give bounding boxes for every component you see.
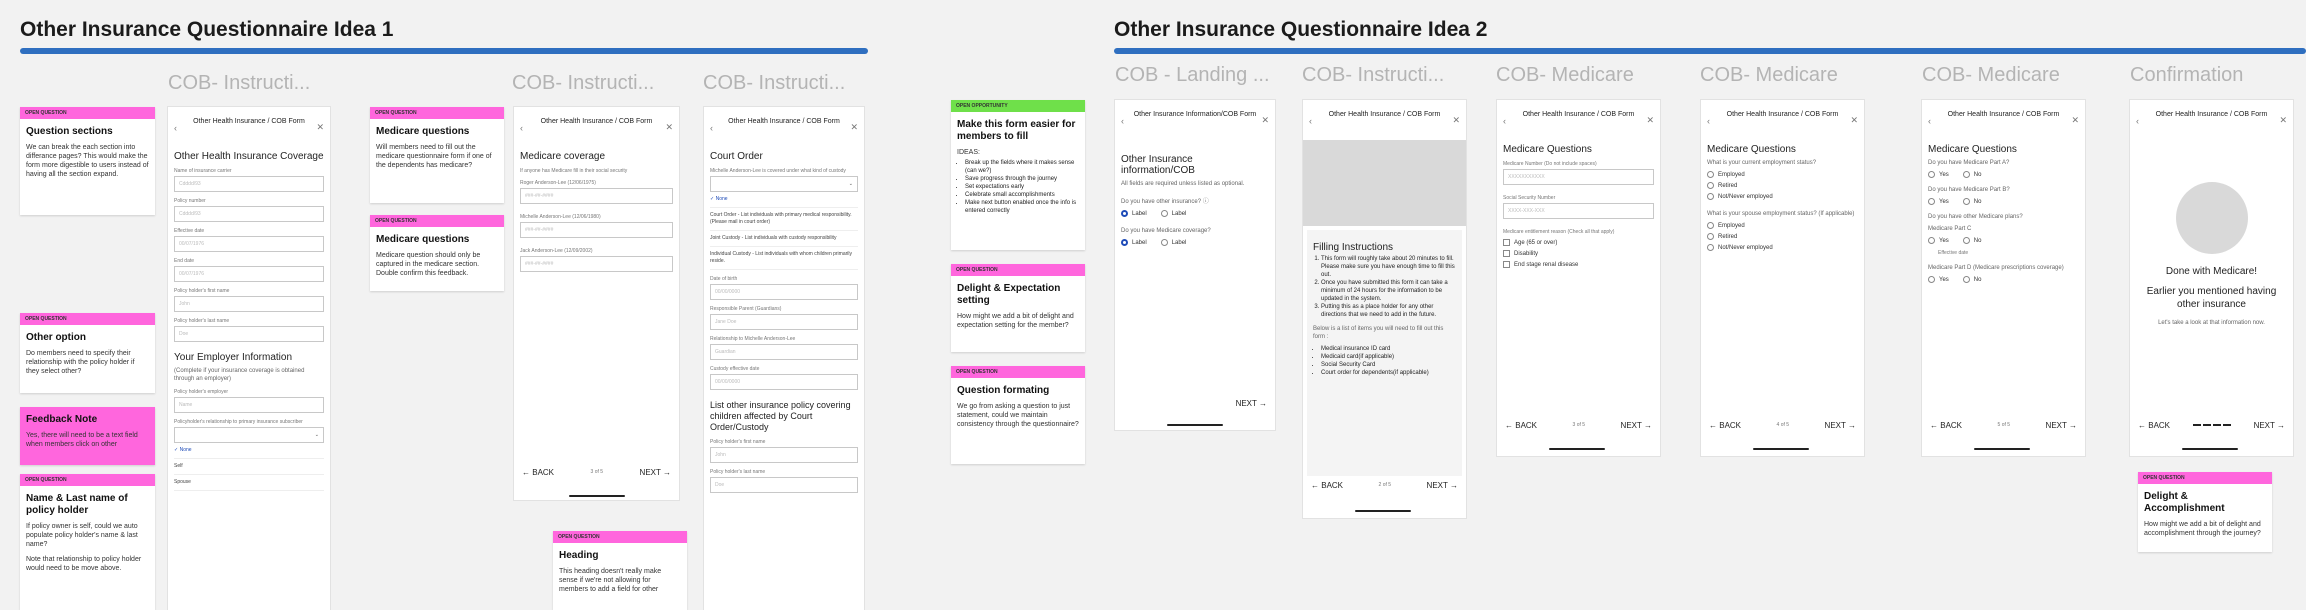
screen-title: Other Insurance information/COB [1121,154,1195,176]
radio-button[interactable] [1707,244,1714,251]
screen-medicare-numbers [1497,100,1660,456]
instruction-step: 1. This form will roughly take about 20 minutes to fill. Please make sure you have enough time to fill this out. [1321,255,1456,279]
screen-other-health-coverage [168,107,330,610]
note-body: Medicare question should only be captured in the medicare section. Double confirm this feedback. [376,252,481,277]
board2-title: Other Insurance Questionnaire Idea 2 [1114,18,1488,41]
screen-cob-landing [1115,100,1275,430]
text-input[interactable]: Guardian [710,344,858,360]
note-body: If policy owner is self, could we auto populate policy holder's name & last name? [26,523,138,548]
field-label: Policy holder's first name [174,288,230,294]
note-tag: OPEN QUESTION [2138,472,2272,484]
other-insurance-heading: Earlier you mentioned having other insurance [2146,286,2277,310]
required-item: • Medical insurance ID card [1321,345,1456,353]
relationship-option[interactable]: Spouse [174,475,324,491]
radio-label: No [1973,198,1982,205]
note-title: Other option [26,332,86,343]
radio-button[interactable] [1707,193,1714,200]
radio-label: Retired [1718,182,1738,189]
note-title: Heading [559,550,599,561]
screen-header: Other Health Insurance / COB Form [1522,111,1635,118]
back-button[interactable]: ← BACK [522,467,555,477]
note-tag: OPEN QUESTION [20,474,155,486]
radio-button[interactable] [1121,210,1128,217]
radio-label: Not/Never employed [1718,244,1773,251]
radio-button[interactable] [1161,210,1168,217]
close-icon[interactable]: ✕ [2071,115,2079,125]
field-label: Policy holder's last name [174,318,230,324]
back-button[interactable]: ← BACK [2138,420,2171,430]
page-indicator: 3 of 5 [590,469,604,475]
ssn-input[interactable]: ###-##-#### [520,222,673,238]
screen-medicare-employment [1701,100,1864,456]
note-tag: OPEN QUESTION [951,264,1085,276]
ideas-label: IDEAS: [957,149,980,156]
text-input[interactable]: 00/00/0000 [710,374,858,390]
text-input[interactable]: Cdddd/93 [174,176,324,192]
checkbox-label: End stage renal disease [1514,261,1579,268]
required-item: • Social Security Card [1321,361,1456,369]
custody-label: Michelle Anderson-Lee is covered under what kind of custody [710,168,846,174]
back-arrow-icon[interactable]: ‹ [2136,116,2139,126]
radio-label: No [1973,276,1982,283]
sticky-note [951,264,1085,352]
ssn-input[interactable]: ###-##-#### [520,188,673,204]
radio-label: Not/Never employed [1718,193,1773,200]
text-input[interactable]: 00/07/1976 [174,236,324,252]
text-input[interactable]: John [174,296,324,312]
radio-button[interactable] [1121,239,1128,246]
close-icon[interactable]: ✕ [2279,115,2287,125]
text-input[interactable]: Jane Doe [710,314,858,330]
medicare-number-input[interactable]: XXXXXXXXXXX [1503,169,1654,185]
sticky-note [370,215,504,291]
spouse-employment-question: What is your spouse employment status? (If applicable) [1707,211,1855,217]
field-label: End date [174,258,195,264]
employer-sub: (Complete if your insurance coverage is obtained through an employer) [174,368,305,382]
checkbox-label: Age (65 or over) [1514,239,1558,246]
screen-title: Medicare Questions [1707,144,1796,155]
custody-option[interactable]: Joint Custody - List individuals with custody responsibility [710,231,858,247]
sticky-note [553,531,687,610]
back-arrow-icon[interactable]: ‹ [1503,116,1506,126]
chevron-down-icon: ⌄ [314,432,319,438]
field-label: Date of birth [710,276,738,282]
person-label: Jack Anderson-Lee (12/09/2002) [520,248,593,254]
screen-medicare-coverage [514,107,679,500]
required-item: • Medicaid card(if applicable) [1321,353,1456,361]
radio-button[interactable] [1707,171,1714,178]
sticky-note [20,474,155,610]
celebration-illustration [2176,182,2248,254]
back-arrow-icon[interactable]: ‹ [1121,116,1124,126]
radio-button[interactable] [1963,237,1970,244]
screen-title: Other Health Insurance Coverage [174,151,324,162]
next-button[interactable]: NEXT → [639,467,671,477]
radio-label: Yes [1939,171,1949,178]
page-dots [2193,424,2231,426]
back-arrow-icon[interactable]: ‹ [1707,116,1710,126]
note-title: Name & Last name of policy holder [26,493,128,516]
note-body: Do members need to specify their relationship with the policy holder if they select other? [26,350,135,375]
home-indicator [1355,510,1411,512]
note-body: How might we add a bit of delight and accomplishment through the journey? [2144,521,2261,537]
checkbox-label: Disability [1514,250,1539,257]
question-medicare: Do you have Medicare coverage? [1121,228,1211,234]
note-tag: OPEN QUESTION [951,366,1085,378]
close-icon[interactable]: ✕ [1452,115,1460,125]
next-button[interactable]: NEXT → [1426,480,1458,490]
board1-rule [20,48,868,54]
radio-label: Yes [1939,276,1949,283]
close-icon[interactable]: ✕ [316,122,324,132]
field-label: Effective date [174,228,205,234]
frame-label: Confirmation [2130,64,2244,86]
note-body: We can break the each section into differance pages? This would make the form more digestible to users instead of having all the section expand. [26,144,149,178]
custody-select[interactable] [710,176,858,192]
radio-button[interactable] [1963,198,1970,205]
next-button[interactable]: NEXT → [1824,420,1856,430]
radio-label: Employed [1718,171,1745,178]
employer-input[interactable]: Name [174,397,324,413]
radio-button[interactable] [1707,233,1714,240]
note-title: Delight & Expectation setting [957,283,1061,306]
next-button[interactable]: NEXT → [2045,420,2077,430]
text-input[interactable]: John [710,447,858,463]
radio-button[interactable] [1928,237,1935,244]
back-button[interactable]: ← BACK [1709,420,1742,430]
part-b-question: Do you have Medicare Part B? [1928,187,2010,193]
radio-button[interactable] [1707,182,1714,189]
note-title: Make this form easier for members to fill [957,119,1076,142]
done-heading: Done with Medicare! [2165,266,2258,277]
note-body-2: Note that relationship to policy holder would need to be move above. [26,556,142,572]
hero-image [1303,140,1466,226]
radio-label: No [1973,237,1982,244]
screen-title: Medicare coverage [520,151,606,162]
radio-label: Label [1171,239,1187,246]
radio-button[interactable] [1161,239,1168,246]
close-icon[interactable]: ✕ [1850,115,1858,125]
instruction-step: 3. Putting this as a place holder for any other directions that we need to add in the future. [1321,303,1456,319]
text-input[interactable]: 00/07/1976 [174,266,324,282]
part-d-label: Medicare Part D (Medicare prescriptions coverage) [1928,265,2064,271]
frame-label: COB- Medicare [1700,64,1838,86]
checkbox[interactable] [1503,250,1510,257]
note-title: Delight & Accomplishment [2144,491,2225,514]
sticky-note [20,107,155,215]
note-tag: OPEN QUESTION [370,107,504,119]
radio-button[interactable] [1963,171,1970,178]
page-indicator: 4 of 5 [1776,422,1790,428]
note-tag: OPEN OPPORTUNITY [951,100,1085,112]
screen-court-order [704,107,864,610]
frame-label: COB- Instructi... [703,72,846,94]
idea-item: • Celebrate small accomplishments [965,191,1079,199]
frame-label: COB- Medicare [1922,64,2060,86]
required-item: • Court order for dependents(if applicable) [1321,369,1456,377]
frame-label: COB- Instructi... [512,72,655,94]
sticky-note [2138,472,2272,552]
text-input[interactable]: Doe [174,326,324,342]
sticky-note [370,107,504,203]
back-button[interactable]: ← BACK [1311,480,1344,490]
field-label: Policy holder's first name [710,439,766,445]
home-indicator [1974,448,2030,450]
screen-title: Medicare Questions [1928,144,2017,155]
radio-button[interactable] [1928,198,1935,205]
screen-header: Other Insurance Information/COB Form [1133,111,1257,118]
info-icon[interactable]: ⓘ [1202,199,1209,205]
radio-label: Retired [1718,233,1738,240]
sticky-note [951,100,1085,250]
field-label: Relationship to Michelle Anderson-Lee [710,336,796,342]
screen-sub: All fields are required unless listed as optional. [1121,181,1245,187]
idea-item: • Break up the fields where it makes sense (can we?) [965,159,1079,175]
relationship-option[interactable]: ✓ None [174,443,324,459]
note-title: Medicare questions [376,126,470,137]
note-body: Will members need to fill out the medicare questionnaire form if one of the dependents has medicare? [376,144,492,169]
note-title: Feedback Note [26,414,98,425]
next-button[interactable]: NEXT → [2253,420,2285,430]
close-icon[interactable]: ✕ [1646,115,1654,125]
screen-title: Court Order [710,151,763,162]
frame-label: COB- Medicare [1496,64,1634,86]
home-indicator [2182,448,2238,450]
question-other-insurance: Do you have other insurance? ⓘ [1121,199,1209,205]
feedback-note [20,407,155,465]
confirmation-sub: Let's take a look at that information now. [2158,320,2265,326]
note-tag: OPEN QUESTION [370,215,504,227]
field-label: Policy number [174,198,206,204]
page-indicator: 3 of 5 [1572,422,1586,428]
idea-item: • Make next button enabled once the info is entered correctly [965,199,1079,215]
home-indicator [1753,448,1809,450]
person-label: Michelle Anderson-Lee (12/06/1980) [520,214,601,220]
close-icon[interactable]: ✕ [850,122,858,132]
entitlement-label: Medicare entitlement reason (Check all that apply) [1503,229,1615,235]
home-indicator [569,495,625,497]
note-title: Medicare questions [376,234,470,245]
note-body: We go from asking a question to just statement, could we maintain consistency through the questionnaire? [957,403,1079,428]
note-tag: OPEN QUESTION [553,531,687,543]
back-arrow-icon[interactable]: ‹ [1309,116,1312,126]
custody-option[interactable]: Individual Custody - List individuals with whom children primarily reside. [710,247,858,270]
custody-option[interactable]: ✓ None [710,192,858,208]
checkbox[interactable] [1503,261,1510,268]
screen-cob-instructions [1303,100,1466,518]
screen-header: Other Health Insurance / COB Form [2155,111,2268,118]
relationship-select[interactable] [174,427,324,443]
back-arrow-icon[interactable]: ‹ [174,123,177,133]
screen-medicare-parts [1922,100,2085,456]
field-label: Custody effective date [710,366,760,372]
radio-label: Label [1171,210,1187,217]
screen-header: Other Health Insurance / COB Form [1726,111,1839,118]
ssn-input[interactable]: XXXX-XXX-XXX [1503,203,1654,219]
radio-label: Label [1132,210,1147,217]
board2-rule [1114,48,2306,54]
screen-header: Other Health Insurance / COB Form [193,118,305,125]
next-button[interactable]: NEXT → [1620,420,1652,430]
field-label: Policy holder's last name [710,469,766,475]
ssn-input[interactable]: ###-##-#### [520,256,673,272]
back-button[interactable]: ← BACK [1930,420,1963,430]
screen-header: Other Health Insurance / COB Form [728,118,840,125]
custody-option[interactable]: Court Order - List individuals with primary medical responsibility. (Please mail in court order) [710,208,858,231]
screen-header: Other Health Insurance / COB Form [540,118,653,125]
back-arrow-icon[interactable]: ‹ [520,123,523,133]
home-indicator [1549,448,1605,450]
part-a-question: Do you have Medicare Part A? [1928,160,2010,166]
chevron-down-icon: ⌄ [848,181,853,187]
employer-title: Your Employer Information [174,352,293,363]
screen-sub: If anyone has Medicare fill in their social security [520,168,628,174]
note-tag: OPEN QUESTION [20,313,155,325]
note-body: How might we add a bit of delight and expectation setting for the member? [957,313,1074,329]
page-indicator: 5 of 5 [1997,422,2011,428]
field-label: Responsible Parent (Guardians) [710,306,782,312]
screen-header: Other Health Insurance / COB Form [1328,111,1441,118]
field-label: Name of insurance carrier [174,168,232,174]
relationship-label: Policyholder's relationship to primary insurance subscriber [174,419,303,425]
idea-item: • Set expectations early [965,183,1079,191]
close-icon[interactable]: ✕ [665,122,673,132]
radio-label: Yes [1939,198,1949,205]
checkbox[interactable] [1503,239,1510,246]
radio-button[interactable] [1928,171,1935,178]
radio-button[interactable] [1963,276,1970,283]
medicare-number-label: Medicare Number (Do not include spaces) [1503,161,1597,167]
sticky-note [20,313,155,393]
note-body: This heading doesn't really make sense if we're not allowing for members to add a field for other [559,568,662,593]
list-title: List other insurance policy covering children affected by Court Order/Custody [710,400,851,432]
radio-label: Employed [1718,222,1745,229]
sticky-note [951,366,1085,464]
screen-title: Medicare Questions [1503,144,1592,155]
instruction-step: 2. Once you have submitted this form it can take a minimum of 24 hours for the information to be updated in the system. [1321,279,1456,303]
radio-label: Yes [1939,237,1949,244]
other-plans-question: Do you have other Medicare plans? [1928,214,2023,220]
next-button[interactable]: NEXT → [1235,398,1267,408]
radio-label: No [1973,171,1982,178]
idea-item: • Save progress through the journey [965,175,1079,183]
close-icon[interactable]: ✕ [1261,115,1269,125]
frame-label: COB- Instructi... [1302,64,1445,86]
note-title: Question formating [957,385,1050,396]
radio-label: Label [1132,239,1147,246]
part-c-label: Medicare Part C [1928,226,1972,232]
frame-label: COB- Instructi... [168,72,311,94]
effective-date-label: Effective date [1938,250,1969,256]
relationship-option[interactable]: Self [174,459,324,475]
screen-confirmation [2130,100,2293,456]
employment-question: What is your current employment status? [1707,160,1817,166]
note-tag: OPEN QUESTION [20,107,155,119]
radio-button[interactable] [1707,222,1714,229]
note-title: Question sections [26,126,113,137]
list-intro: Below is a list of items you will need to fill out this form : [1313,326,1444,340]
screen-header: Other Health Insurance / COB Form [1947,111,2060,118]
back-arrow-icon[interactable]: ‹ [710,123,713,133]
note-body: Yes, there will need to be a text field when members click on other [26,432,138,448]
back-button[interactable]: ← BACK [1505,420,1538,430]
back-arrow-icon[interactable]: ‹ [1928,116,1931,126]
text-input[interactable]: Doe [710,477,858,493]
frame-label: COB - Landing ... [1115,64,1270,86]
text-input[interactable]: 00/00/0000 [710,284,858,300]
page-indicator: 2 of 5 [1378,482,1392,488]
text-input[interactable]: Cdddd/93 [174,206,324,222]
person-label: Roger Anderson-Lee (12/06/1975) [520,180,596,186]
employer-label: Policy holder's employer [174,389,229,395]
ssn-label: Social Security Number [1503,195,1556,201]
home-indicator [1167,424,1223,426]
board1-title: Other Insurance Questionnaire Idea 1 [20,18,394,41]
instructions-title: Filling Instructions [1313,242,1394,253]
radio-button[interactable] [1928,276,1935,283]
